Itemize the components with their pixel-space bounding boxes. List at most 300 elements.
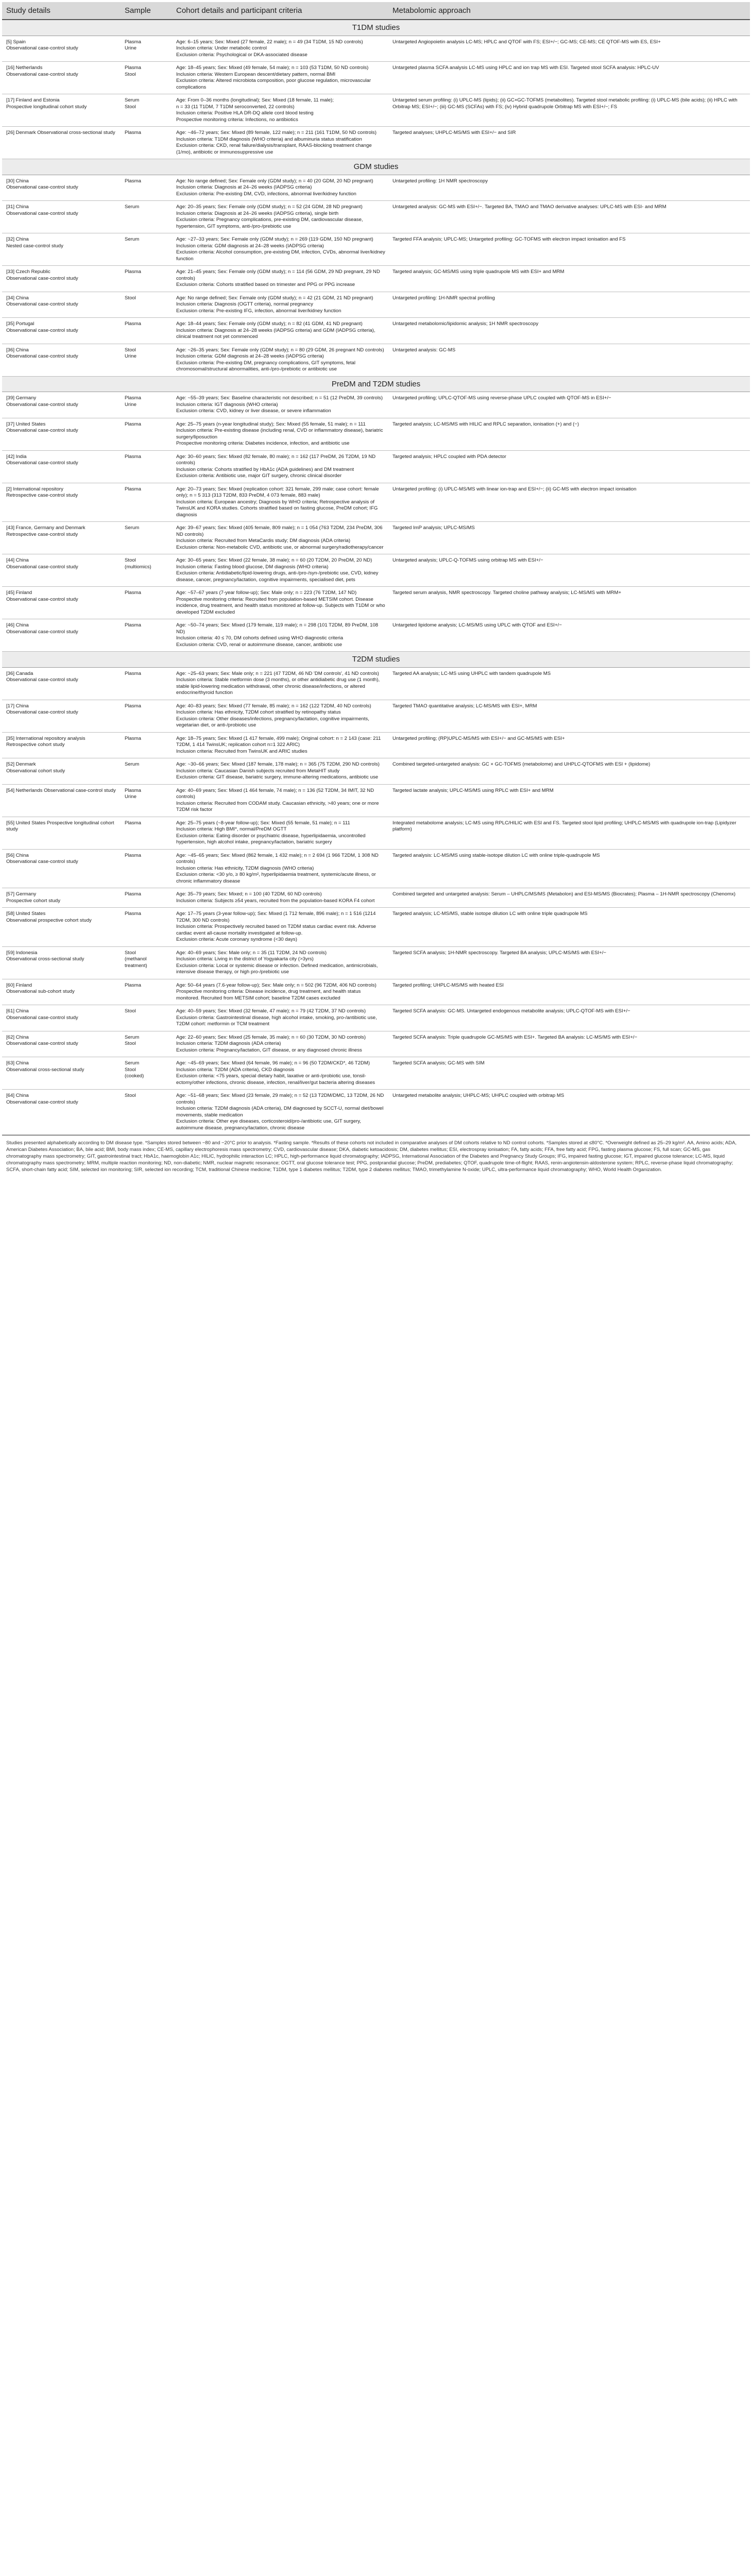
studies-table (2, 2, 750, 1135)
cell-line: Serum (125, 525, 140, 531)
study-details-cell (2, 292, 121, 318)
table-row (2, 700, 750, 732)
cell-line: Observational case-control study (6, 564, 78, 570)
cell-line: Observational sub-cohort study (6, 989, 75, 994)
cell-line: Observational case-control study (6, 184, 78, 190)
cell-line: Plasma (125, 453, 141, 460)
metabolomic-approach-cell (388, 979, 750, 1005)
cell-line: Targeted serum analysis, NMR spectroscopy. Targeted choline pathway analysis; LC-MS/MS with MRM+ (392, 590, 622, 596)
cell-line: Retrospective cohort study (6, 742, 65, 748)
table-row (2, 619, 750, 652)
cell-line: Inclusion criteria: 40 ≤ 70, DM cohorts defined using WHO diagnostic criteria (176, 635, 344, 641)
study-details-cell (2, 418, 121, 450)
cell-line: Stool (125, 1093, 136, 1098)
cell-line: [31] China (6, 204, 29, 210)
table-row (2, 1057, 750, 1090)
table-row (2, 908, 750, 947)
cell-line: Age: No range defined; Sex: Female only (GDM study); n = 42 (21 GDM, 21 ND pregnant) (176, 295, 373, 301)
cell-line: Exclusion criteria: Pre-existing IFG, infection, abnormal liver/kidney function (176, 308, 341, 314)
cohort-details-cell (172, 587, 388, 619)
table-row (2, 1005, 750, 1031)
cell-line: Observational case-control study (6, 460, 78, 466)
sample-cell (121, 946, 172, 979)
cell-line: Stool (125, 347, 136, 353)
cell-line: Targeted FFA analysis; UPLC-MS; Untargeted profiling: GC-TOFMS with electron impact ionisation and FS (392, 236, 626, 242)
cohort-details-cell (172, 392, 388, 418)
cell-line: Observational case-control study (6, 301, 78, 307)
cell-line: Age: 22–60 years; Sex: Mixed (25 female, 35 male); n = 60 (30 T2DM, 30 ND controls) (176, 1034, 366, 1040)
cell-line: [35] Portugal (6, 321, 35, 327)
cell-line: Inclusion criteria: High BMI*, normal/PreDM OGTT (176, 826, 287, 832)
header-metabolomic-approach: Metabolomic approach (388, 2, 750, 20)
study-details-cell (2, 758, 121, 785)
cell-line: [26] Denmark Observational cross-sectional study (6, 130, 115, 135)
cell-line: Age: 30–65 years; Sex: Mixed (22 female, 38 male); n = 60 (20 T2DM, 20 PreDM, 20 ND) (176, 557, 372, 563)
cell-line: Urine (125, 401, 136, 408)
cell-line: Stool (125, 295, 136, 301)
cell-line: Untargeted profiling: (i) UPLC-MS/MS with linear ion-trap and ESI+/−; (ii) GC-MS with electron impact ionisation (392, 486, 637, 492)
sample-cell (121, 1005, 172, 1031)
cohort-details-cell (172, 36, 388, 62)
cell-line: Age: No range defined; Sex: Female only (GDM study); n = 40 (20 GDM, 20 ND pregnant) (176, 178, 373, 184)
cell-line: Nested case-control study (6, 243, 63, 249)
cell-line: Age: 25–75 years (~8-year follow-up); Sex: Mixed (55 female, 51 male); n = 111 (176, 820, 350, 826)
cell-line: Observational case-control study (6, 1014, 78, 1021)
cell-line: Observational case-control study (6, 45, 78, 51)
section-header-row (2, 376, 750, 392)
study-details-cell (2, 266, 121, 292)
cell-line: [34] China (6, 295, 29, 301)
cell-line: [56] China (6, 852, 29, 858)
cell-line: Exclusion criteria: Other eye diseases, corticosteroid/pro-/antibiotic use, GIT surgery, autoimmune disease, pregnancy/lactation, chronic disease (176, 1118, 362, 1131)
study-details-cell (2, 1090, 121, 1135)
cell-line: Age: 40–59 years; Sex: Mixed (32 female, 47 male); n = 79 (42 T2DM, 37 ND controls) (176, 1008, 366, 1014)
cell-line: Observational case-control study (6, 210, 78, 216)
cell-line: [5] Spain (6, 39, 26, 45)
cell-line: [61] China (6, 1008, 29, 1014)
cell-line: [44] China (6, 557, 29, 563)
metabolomic-approach-cell (388, 554, 750, 587)
cell-line: Untargeted profiling; (RP)UPLC-MS/MS with ESI+/− and GC-MS/MS with ESI+ (392, 735, 565, 741)
cell-line: Serum (125, 97, 140, 103)
study-details-cell (2, 908, 121, 947)
cell-line: [63] China (6, 1060, 29, 1066)
cell-line: Age: 18–44 years; Sex: Female only (GDM study); n = 82 (41 GDM, 41 ND pregnant) (176, 321, 363, 327)
cohort-details-cell (172, 450, 388, 483)
cell-line: Exclusion criteria: Pre-existing DM, pregnancy complications, GIT symptoms, fetal chromosomal/structural abnormalities, anti-/pro-/prebiotic or antibiotic use (176, 360, 355, 372)
metabolomic-approach-cell (388, 418, 750, 450)
cell-line: Age: 25–75 years (n-year longitudinal study); Sex: Mixed (55 female, 51 male); n = 111 (176, 421, 366, 427)
cell-line: Plasma (125, 820, 141, 826)
cell-line: Age: 6–15 years; Sex: Mixed (27 female, 22 male); n = 49 (34 T1DM, 15 ND controls) (176, 39, 363, 45)
cohort-details-cell (172, 344, 388, 376)
cell-line: [52] Denmark (6, 761, 36, 767)
cell-line: Age: 35–79 years; Sex: Mixed; n = 100 (40 T2DM, 60 ND controls) (176, 891, 322, 897)
study-details-cell (2, 94, 121, 127)
cell-line: [36] Canada (6, 670, 33, 676)
cell-line: Inclusion criteria: Diagnosis at 24–26 weeks (IADPSG criteria), single birth (176, 210, 339, 216)
cell-line: Combined targeted and untargeted analysis: Serum – UHPLC/MS/MS (Metabolon) and ESI-MS/MS (Biocrates); Plasma – 1H-NMR spectroscopy (Chenomx) (392, 891, 736, 897)
cell-line: [36] China (6, 347, 29, 353)
sample-cell (121, 1031, 172, 1057)
cell-line: Exclusion criteria: Pregnancy complications, pre-existing DM, cardiovascular disease, hypertension, GIT symptoms, anti-/pro-/prebiotic use (176, 217, 363, 229)
metabolomic-approach-cell (388, 36, 750, 62)
cell-line: Age: 17–75 years (3-year follow-up); Sex: Mixed (1 712 female, 896 male); n = 1 516 (1214 T2DM, 300 ND controls) (176, 911, 376, 923)
cell-line: Inclusion criteria: Cohorts stratified by HbA1c (ADA guidelines) and DM treatment (176, 466, 354, 472)
cell-line: [60] Finland (6, 982, 32, 988)
table-row (2, 522, 750, 554)
study-details-cell (2, 849, 121, 888)
sample-cell (121, 1090, 172, 1135)
cohort-details-cell (172, 908, 388, 947)
cell-line: Targeted analysis: LC-MS/MS using stable-isotope dilution LC with online triple-quadrupole MS (392, 852, 600, 858)
cohort-details-cell (172, 1005, 388, 1031)
table-header (2, 2, 750, 20)
cell-line: [16] Netherlands (6, 65, 43, 71)
metabolomic-approach-cell (388, 1005, 750, 1031)
table-footnote: Studies presented alphabetically according to DM disease type. *Samples stored between −80 and −20°C prior to analysis. *Fasting sample. *Results of these cohorts not included in comparative analyses of DM cohorts relative to ND control cohorts. *Samples stored at ≤80°C. *Overweight defined as 25–29 kg/m². AA, Amino acids; ADA, American Diabetes Association; BA, bile acid; BMI, body mass index; CE-MS, capillary electrophoresis mass spectrometry; CVD, cardiovascular disease; DKA, diabetic ketoacidosis; DM, diabetes mellitus; ESI, electrospray ionisation; FA, fatty acids; FFA, free fatty acid; FPG, fasting plasma glucose; FS, full scan; GC-MS, gas chromatography mass spectrometry; GIT, gastrointestinal tract; HbA1c, haemoglobin A1c; HILIC, hydrophilic interaction LC; HPLC, high-performance liquid chromatography; IADPSG, International Association of the Diabetes and Pregnancy Study Groups; IFG, impaired fasting glucose; IGT, impaired glucose tolerance; LC-MS, liquid chromatography mass spectrometry; MRM, multiple reaction monitoring; ND, non-diabetic; NMR, nuclear magnetic resonance; OGTT, oral glucose tolerance test; PPG, postprandial glucose; PreDM, prediabetes; QTOF, quadrupole time-of-flight; RAAS, renin-angiotensin-aldosterone system; RPLC, reverse-phase liquid chromatography; SCFA, short-chain fatty acid; SIM, selected ion monitoring; SIR, selected ion recording; TCM, traditional Chinese medicine; T1DM, type 1 diabetes mellitus; T2DM, type 2 diabetes mellitus; TMAO, trimethylamine N-oxide; UPLC, ultra-performance liquid chromatography; WHO, World Health Organization. (2, 1135, 750, 1177)
metabolomic-approach-cell (388, 667, 750, 700)
table-row (2, 784, 750, 817)
study-details-cell (2, 62, 121, 94)
cohort-details-cell (172, 233, 388, 266)
cell-line: Prospective monitoring criteria: Recruited from population-based METSIM cohort. Disease incidence, drug treatment, and health status monitored at follow-up. Subjects with T1DM or who developed T2DM excluded (176, 596, 385, 615)
study-details-cell (2, 587, 121, 619)
cell-line: Age: ~50–74 years; Sex: Mixed (179 female, 119 male); n = 298 (101 T2DM, 89 PreDM, 108 ND) (176, 622, 379, 635)
metabolomic-approach-cell (388, 758, 750, 785)
cell-line: Observational case-control study (6, 401, 78, 408)
cell-line: Observational case-control study (6, 71, 78, 77)
metabolomic-approach-cell (388, 817, 750, 849)
cell-line: Plasma (125, 891, 141, 897)
cell-line: Exclusion criteria: Acute coronary syndrome (<30 days) (176, 937, 297, 942)
cell-line: Untargeted profiling: 1H-NMR spectral profiling (392, 295, 495, 301)
table-row (2, 849, 750, 888)
section-title: PreDM and T2DM studies (2, 376, 750, 392)
cohort-details-cell (172, 266, 388, 292)
study-details-cell (2, 233, 121, 266)
cohort-details-cell (172, 201, 388, 233)
cell-line: Inclusion criteria: Under metabolic control (176, 45, 267, 51)
cell-line: Plasma (125, 178, 141, 184)
cell-line: Inclusion criteria: T2DM (ADA criteria), CKD diagnosis (176, 1066, 295, 1073)
cell-line: Stool (125, 1008, 136, 1014)
cell-line: [33] Czech Republic (6, 269, 50, 275)
cell-line: Urine (125, 353, 136, 359)
cell-line: Stool (125, 557, 136, 563)
cell-line: Observational case-control study (6, 353, 78, 359)
study-details-cell (2, 127, 121, 159)
sample-cell (121, 266, 172, 292)
cell-line: Plasma (125, 395, 141, 401)
cell-line: Inclusion criteria: Western European descent/dietary pattern, normal BMI (176, 71, 336, 77)
cell-line: Urine (125, 794, 136, 800)
metabolomic-approach-cell (388, 392, 750, 418)
cell-line: Inclusion criteria: Has ethnicity, T2DM cohort stratified by retinopathy status (176, 709, 341, 715)
cell-line: Inclusion criteria: Diagnosis at 24–26 weeks (IADPSG criteria) (176, 184, 312, 190)
sample-cell (121, 1057, 172, 1090)
cell-line: Inclusion criteria: Diagnosis at 24–28 weeks (IADPSG criteria) and GDM (IADPSG criteria), clinical treatment not yet commenced (176, 327, 375, 340)
table-row (2, 175, 750, 201)
cell-line: Exclusion criteria: Antidiabetic/lipid-lowering drugs, anti-/pro-/syn-/prebiotic use, CVD, kidney disease, cancer, pregnancy/lactation, cognitive impairments, specialised diet, pets (176, 570, 379, 583)
study-details-cell (2, 946, 121, 979)
cell-line: Untargeted plasma SCFA analysis LC-MS using HPLC and ion trap MS with ESI. Targeted stool SCFA analysis: HPLC-UV (392, 65, 659, 71)
cohort-details-cell (172, 784, 388, 817)
cell-line: [17] Finland and Estonia (6, 97, 60, 103)
cell-line: Exclusion criteria: Pre-existing DM, CVD, infections, abnormal liver/kidney function (176, 191, 356, 197)
cohort-details-cell (172, 849, 388, 888)
cell-line: Inclusion criteria: Recruited from TwinsUK and ARIC studies (176, 748, 307, 754)
metabolomic-approach-cell (388, 619, 750, 652)
sample-cell (121, 175, 172, 201)
table-row (2, 418, 750, 450)
cell-line: Observational cross-sectional study (6, 1066, 84, 1073)
cohort-details-cell (172, 522, 388, 554)
metabolomic-approach-cell (388, 522, 750, 554)
metabolomic-approach-cell (388, 1090, 750, 1135)
cell-line: Prospective longitudinal cohort study (6, 104, 87, 110)
cell-line: Combined targeted-untargeted analysis: GC × GC-TOFMS (metabolome) and UHPLC-QTOFMS with ESI + (lipidome) (392, 761, 651, 767)
table-row (2, 1031, 750, 1057)
cell-line: Exclusion criteria: Non-metabolic CVD, antibiotic use, or abnormal surgery/radiotherapy/cancer (176, 544, 384, 550)
cell-line: Plasma (125, 590, 141, 596)
sample-cell (121, 292, 172, 318)
sample-cell (121, 554, 172, 587)
cell-line: [58] United States (6, 911, 46, 917)
cell-line: Plasma (125, 982, 141, 988)
cell-line: Targeted SCFA analysis: Triple quadrupole GC-MS/MS with ESI+. Targeted BA analysis: LC-MS/MS with ESI+/− (392, 1034, 638, 1040)
cell-line: Untargeted metabolite analysis; UHPLC-MS; UHPLC coupled with orbitrap MS (392, 1093, 565, 1098)
cell-line: Age: ~45–65 years; Sex: Mixed (862 female, 1 432 male); n = 2 694 (1 966 T2DM, 1 308 ND controls) (176, 852, 379, 865)
metabolomic-approach-cell (388, 127, 750, 159)
cell-line: Plasma (125, 703, 141, 709)
cell-line: Age: 18–45 years; Sex: Mixed (49 female, 54 male); n = 103 (53 T1DM, 50 ND controls) (176, 65, 369, 71)
table-row (2, 758, 750, 785)
header-sample: Sample (121, 2, 172, 20)
metabolomic-approach-cell (388, 888, 750, 908)
table-row (2, 94, 750, 127)
cell-line: Exclusion criteria: CKD, renal failure/dialysis/transplant, RAAS-blocking treatment change (1/mo), antibiotic or immunosuppressive use (176, 143, 372, 155)
cell-line: Untargeted metabolomic/lipidomic analysis; 1H NMR spectroscopy (392, 321, 539, 327)
cell-line: [32] China (6, 236, 29, 242)
sample-cell (121, 127, 172, 159)
cell-line: Exclusion criteria: Eating disorder or psychiatric disease, hyperlipidaemia, uncontrolled hypertension, high alcohol intake, pregnancy/lactation, bariatric surgery (176, 833, 366, 845)
sample-cell (121, 344, 172, 376)
cell-line: Inclusion criteria: T1DM diagnosis (WHO criteria) and albuminuria status stratification (176, 136, 362, 142)
cell-line: Stool (125, 950, 136, 956)
cohort-details-cell (172, 888, 388, 908)
cell-line: [39] Germany (6, 395, 37, 401)
cell-line: Exclusion criteria: Alcohol consumption, pre-existing DM, infection, CVDs, abnormal liver/kidney function (176, 249, 385, 262)
cell-line: Untargeted Angiopoietin analysis LC-MS; HPLC and QTOF with FS; ESI+/−; GC-MS; CE-MS; CE QTOF-MS with ES, ESI+ (392, 39, 661, 45)
cell-line: Inclusion criteria: GDM diagnosis at 24–28 weeks (IADPSG criteria) (176, 353, 324, 359)
header-cohort-details: Cohort details and participant criteria (172, 2, 388, 20)
cohort-details-cell (172, 732, 388, 758)
cell-line: Observational case-control study (6, 1099, 78, 1105)
table-row (2, 1090, 750, 1135)
metabolomic-approach-cell (388, 700, 750, 732)
table-row (2, 36, 750, 62)
cell-line: Age: 18–75 years; Sex: Mixed (1 417 female, 499 male); Original cohort: n = 2 143 (case: 211 T2DM, 1 414 TwinsUK; replication cohort n=1 322 ARIC) (176, 735, 381, 748)
cell-line: Targeted SCFA analysis; GC-MS with SIM (392, 1060, 485, 1066)
cell-line: Plasma (125, 486, 141, 492)
table-row (2, 483, 750, 522)
cell-line: Inclusion criteria: Has ethnicity, T2DM diagnosis (WHO criteria) (176, 865, 314, 871)
cell-line: Targeted ImP analysis; UPLC-MS/MS (392, 525, 475, 531)
cell-line: Observational case-control study (6, 709, 78, 715)
cell-line: Observational case-control study (6, 1041, 78, 1046)
cell-line: Observational case-control study (6, 428, 78, 433)
cell-line: Exclusion criteria: Local or systemic disease or infection. Defined medication, antimicrobials, intensive disease therapy, or high pro-/prebiotic use (176, 962, 378, 975)
sample-cell (121, 908, 172, 947)
cell-line: Retrospective case-control study (6, 493, 78, 498)
cell-line: [43] France, Germany and Denmark (6, 525, 86, 531)
cell-line: Targeted analysis; GC-MS/MS using triple quadrupole MS with ESI+ and MRM (392, 269, 565, 275)
study-details-cell (2, 667, 121, 700)
cohort-details-cell (172, 1057, 388, 1090)
cell-line: Exclusion criteria: CVD, kidney or liver disease, or severe inflammation (176, 408, 331, 414)
table-row (2, 392, 750, 418)
cell-line: Exclusion criteria: Pregnancy/lactation, GIT disease, or any diagnosed chronic illness (176, 1047, 362, 1053)
study-details-cell (2, 1031, 121, 1057)
cell-line: Plasma (125, 269, 141, 275)
cell-line: [64] China (6, 1093, 29, 1098)
table-row (2, 344, 750, 376)
study-details-cell (2, 1005, 121, 1031)
cell-line: [42] India (6, 453, 27, 460)
cohort-details-cell (172, 94, 388, 127)
cell-line: [35] International repository analysis (6, 735, 86, 741)
cell-line: Targeted profiling; UHPLC-MS/MS with heated ESI (392, 982, 504, 988)
cell-line: Serum (125, 1034, 140, 1040)
cohort-details-cell (172, 667, 388, 700)
cell-line: Inclusion criteria: GDM diagnosis at 24–28 weeks (IADPSG criteria) (176, 243, 324, 249)
study-details-cell (2, 1057, 121, 1090)
study-details-cell (2, 450, 121, 483)
study-details-cell (2, 36, 121, 62)
cohort-details-cell (172, 700, 388, 732)
cohort-details-cell (172, 1090, 388, 1135)
cohort-details-cell (172, 483, 388, 522)
cell-line: Untargeted profiling: 1H NMR spectroscopy (392, 178, 488, 184)
sample-cell (121, 36, 172, 62)
cell-line: Age: 20–73 years; Sex: Mixed (replication cohort: 321 female, 299 male; case cohort: female only); n = 5 313 (313 T2DM, 833 PreDM, 4 073 female, 883 male) (176, 486, 379, 498)
metabolomic-approach-cell (388, 201, 750, 233)
study-details-cell (2, 817, 121, 849)
cell-line: Age: 20–35 years; Sex: Female only (GDM study); n = 52 (24 GDM, 28 ND pregnant) (176, 204, 363, 210)
cell-line: Inclusion criteria: Recruited from CODAM study. Caucasian ethnicity, >40 years; one or more T2DM risk factor (176, 800, 379, 812)
table-row (2, 554, 750, 587)
cell-line: [45] Finland (6, 590, 32, 596)
cell-line: Observational case-control study (6, 275, 78, 281)
cell-line: Exclusion criteria: Psychological or DKA-associated disease (176, 52, 307, 58)
cohort-details-cell (172, 554, 388, 587)
cell-line: Age: ~26–35 years; Sex: Female only (GDM study); n = 80 (29 GDM, 26 pregnant ND controls) (176, 347, 384, 353)
cell-line: Untargeted analysis: GC-MS with ESI+/−. Targeted BA, TMAO and TMAO derivative analyses: UPLC-MS with ESI- and MRM (392, 204, 666, 210)
metabolomic-approach-cell (388, 1031, 750, 1057)
cell-line: Exclusion criteria: <75 years, special dietary habit, laxative or anti-/probiotic use, tonsil-ectomy/other infections, chronic disease, infection, renal/liver/gut bacteria altering diseases (176, 1073, 375, 1086)
section-title: T2DM studies (2, 652, 750, 668)
sample-cell (121, 888, 172, 908)
cell-line: Targeted analysis; LC-MS/MS with HILIC and RPLC separation, ionisation (+) and (−) (392, 421, 579, 427)
metabolomic-approach-cell (388, 94, 750, 127)
cell-line: Plasma (125, 39, 141, 45)
metabolomic-approach-cell (388, 908, 750, 947)
cell-line: Stool (125, 1066, 136, 1073)
cell-line: Inclusion criteria: European ancestry; Diagnosis by WHO criteria; Retrospective analysis of TwinsUK and KORA studies. Cohorts stratified based on fasting glucose, PreDM cohort; IFG diagnosis (176, 499, 378, 518)
table-row (2, 201, 750, 233)
cohort-details-cell (172, 175, 388, 201)
sample-cell (121, 700, 172, 732)
cell-line: Plasma (125, 852, 141, 858)
metabolomic-approach-cell (388, 233, 750, 266)
cell-line: Stool (125, 71, 136, 77)
cell-line: Age: 40–83 years; Sex: Mixed (77 female, 85 male); n = 162 (122 T2DM, 40 ND controls) (176, 703, 371, 709)
table-body (2, 20, 750, 1135)
cell-line: Prospective monitoring criteria: Infections, no antibiotics (176, 116, 298, 123)
cell-line: (cooked) (125, 1073, 144, 1079)
cell-line: Observational prospective cohort study (6, 917, 92, 923)
cell-line: Inclusion criteria: T2DM diagnosis (ADA criteria), DM diagnosed by SCCT-U, normal diet/bowel movements, stable medication (176, 1106, 384, 1118)
cell-line: Inclusion criteria: Recruited from MetaCardis study; DM diagnosis (ADA criteria) (176, 538, 351, 544)
sample-cell (121, 732, 172, 758)
cell-line: Age: ~45–69 years; Sex: Mixed (64 female, 96 male); n = 96 (50 T2DM/CKD*, 46 T2DM) (176, 1060, 370, 1066)
cohort-details-cell (172, 979, 388, 1005)
cell-line: Observational case-control study (6, 629, 78, 635)
metabolomic-approach-cell (388, 62, 750, 94)
cell-line: Observational case-control study (6, 327, 78, 333)
metabolomic-approach-cell (388, 1057, 750, 1090)
cell-line: (methanol treatment) (125, 956, 147, 969)
section-title: T1DM studies (2, 20, 750, 36)
cell-line: [57] Germany (6, 891, 37, 897)
sample-cell (121, 758, 172, 785)
cell-line: Untargeted analysis: GC-MS (392, 347, 456, 353)
sample-cell (121, 587, 172, 619)
table-row (2, 292, 750, 318)
cohort-details-cell (172, 62, 388, 94)
cell-line: Inclusion criteria: T2DM diagnosis (ADA criteria) (176, 1041, 281, 1046)
table-row (2, 62, 750, 94)
study-details-cell (2, 700, 121, 732)
cell-line: Integrated metabolome analysis; LC-MS using RPLC/HILIC with ESI and FS. Targeted stool lipid profiling; UHPLC-MS/MS with quadrupole ion-trap (Lipidyzer platform) (392, 820, 737, 832)
metabolomic-approach-cell (388, 175, 750, 201)
cell-line: [62] China (6, 1034, 29, 1040)
cell-line: n = 33 (11 T1DM, 7 T1DM seroconverted, 22 controls) (176, 104, 295, 110)
cell-line: Exclusion criteria: Antibiotic use, major GIT surgery, chronic clinical disorder (176, 473, 342, 479)
cell-line: Prospective monitoring criteria: Diabetes incidence, infection, and antibiotic use (176, 440, 350, 446)
sample-cell (121, 619, 172, 652)
cell-line: Inclusion criteria: Stable metformin dose (3 months), or other antidiabetic drug use (1 month), stable lipid-lowering medication withdrawal, other chronic disease/infections, or altered endocrine/thyroid function (176, 677, 380, 696)
cell-line: Targeted analyses; UHPLC-MS/MS with ESI+/− and SIR (392, 130, 516, 135)
section-header-row (2, 652, 750, 668)
sample-cell (121, 318, 172, 344)
cell-line: Inclusion criteria: Prospectively recruited based on T2DM status cardiac event risk. Adverse cardiac event all-cause mortality investigated at follow-up. (176, 924, 377, 936)
cohort-details-cell (172, 292, 388, 318)
table-row (2, 732, 750, 758)
metabolomic-approach-cell (388, 318, 750, 344)
metabolomic-approach-cell (388, 784, 750, 817)
header-study-details: Study details (2, 2, 121, 20)
cell-line: Age: 50–64 years (7.6-year follow-up); Sex: Male only; n = 502 (96 T2DM, 406 ND controls) (176, 982, 377, 988)
cell-line: Age: ~30–66 years; Sex: Mixed (187 female, 178 male); n = 365 (75 T2DM, 290 ND controls) (176, 761, 380, 767)
cell-line: Plasma (125, 911, 141, 917)
study-details-cell (2, 344, 121, 376)
cell-line: [59] Indonesia (6, 950, 38, 956)
metabolomic-approach-cell (388, 344, 750, 376)
cell-line: Targeted analysis; LC-MS/MS, stable isotope dilution LC with online triple quadrupole MS (392, 911, 588, 917)
cell-line: Untargeted serum profiling: (i) UPLC-MS (lipids); (ii) GC×GC-TOFMS (metabolites). Targeted stool metabolic profiling: (i) UPLC-MS (bile acids); (ii) HPLC with Orbitrap MS; ESI+/−; (iii) GC-MS (SCFAs) with FS; (iv) Hybrid quadrupole Orbitrap MS with ESI+/−; FS (392, 97, 738, 110)
